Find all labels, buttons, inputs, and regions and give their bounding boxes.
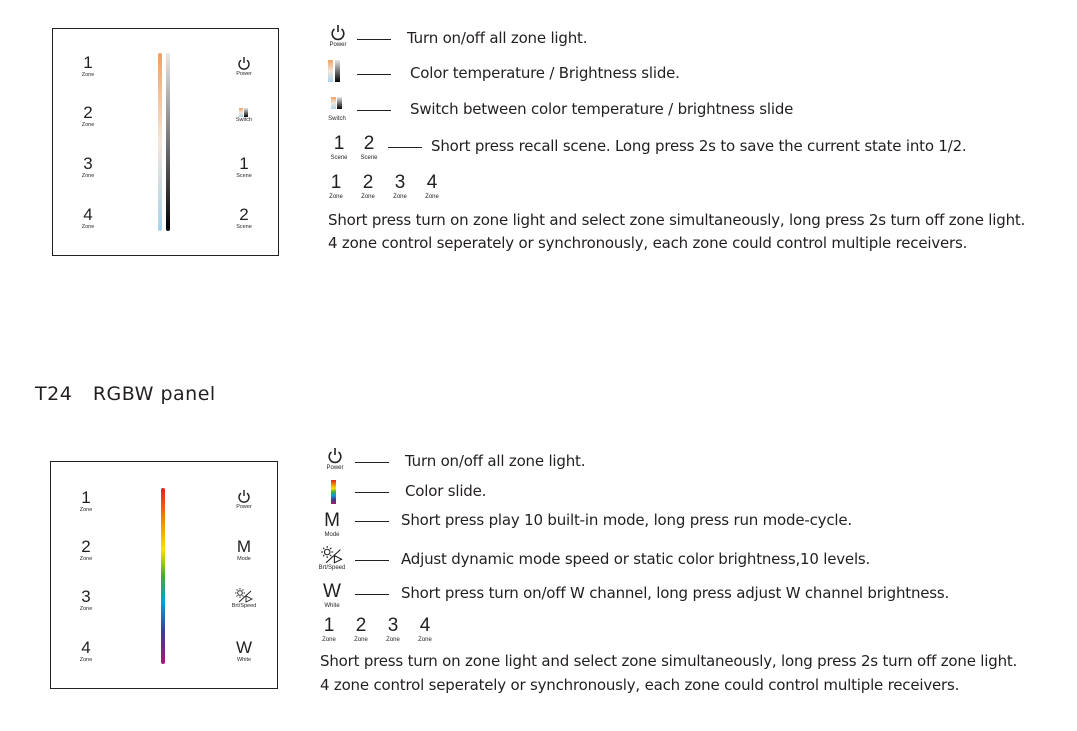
t24-panel-white-button[interactable]: [224, 639, 264, 664]
white-label: White: [236, 657, 252, 663]
switch-icon: [329, 97, 345, 109]
t24-slide-desc: Color slide.: [405, 482, 487, 500]
t2-legend-scene-2: [357, 134, 381, 162]
t24-zone-line-2: 4 zone control seperately or synchronously, each zone could control multiple receivers.: [320, 676, 960, 694]
zone-label: Zone: [418, 637, 432, 643]
t24-panel: [50, 461, 278, 689]
zone-number: 4: [419, 615, 431, 636]
t24-legend-power: [318, 447, 352, 472]
white-label: White: [324, 603, 340, 609]
switch-icon: [238, 108, 250, 117]
zone-label: Zone: [79, 556, 93, 562]
t24-panel-mode-button[interactable]: [224, 538, 264, 563]
t24-legend-zone-2: [349, 616, 373, 644]
brightness-speed-icon: [321, 546, 343, 564]
zone-label: Zone: [79, 606, 93, 612]
scene-label: Scene: [360, 155, 378, 161]
t2-legend-zone-2: [356, 173, 380, 201]
t24-legend-zone-4: [413, 616, 437, 644]
zone-number: 2: [362, 172, 374, 193]
brt-speed-label: Brt/Speed: [318, 565, 346, 571]
switch-label: Switch: [328, 116, 346, 122]
scene-label: Scene: [330, 155, 348, 161]
zone-label: Zone: [361, 194, 375, 200]
power-label: Power: [236, 71, 252, 77]
t2-legend-scene-1: [327, 134, 351, 162]
mode-label: Mode: [237, 556, 251, 562]
zone-label: Zone: [386, 637, 400, 643]
brt-speed-label: Brt/Speed: [231, 603, 257, 609]
t24-panel-brt-speed-button[interactable]: [224, 588, 264, 610]
zone-number: 1: [323, 615, 335, 636]
zone-number: 3: [394, 172, 406, 193]
t2-panel-power-button[interactable]: [224, 56, 264, 78]
t2-legend-zone-4: [420, 173, 444, 201]
zone-number: 4: [426, 172, 438, 193]
t2-switch-desc: Switch between color temperature / brightness slide: [410, 100, 794, 118]
t24-panel-power-button[interactable]: [224, 489, 264, 511]
zone-number: 1: [81, 488, 91, 507]
power-icon: [237, 489, 251, 504]
t2-legend-zone-3: [388, 173, 412, 201]
t2-legend-zone-1: [324, 173, 348, 201]
white-letter: W: [235, 638, 253, 657]
legend-dash: [355, 594, 389, 595]
power-icon: [327, 447, 343, 464]
legend-dash: [355, 521, 389, 522]
zone-label: Zone: [393, 194, 407, 200]
t24-legend-white: [315, 582, 349, 610]
zone-label: Zone: [81, 173, 95, 179]
power-icon: [237, 56, 251, 71]
zone-number: 4: [81, 638, 91, 657]
t2-panel-scene-1-button[interactable]: [224, 155, 264, 180]
slide-icon: [328, 60, 342, 82]
zone-number: 4: [83, 205, 93, 224]
t24-panel-zone-1-button[interactable]: [66, 489, 106, 514]
scene-label: Scene: [236, 173, 252, 179]
zone-number: 2: [81, 537, 91, 556]
legend-dash: [355, 560, 389, 561]
t2-power-desc: Turn on/off all zone light.: [407, 29, 588, 47]
brightness-speed-icon: [235, 588, 253, 603]
t2-ct-brightness-slider[interactable]: [158, 53, 172, 231]
t24-white-desc: Short press turn on/off W channel, long press adjust W channel brightness.: [401, 584, 950, 602]
mode-label: Mode: [324, 532, 340, 538]
t24-panel-zone-4-button[interactable]: [66, 639, 106, 664]
zone-label: Zone: [81, 72, 95, 78]
color-slide-icon: [331, 480, 337, 504]
zone-label: Zone: [329, 194, 343, 200]
zone-number: 1: [330, 172, 342, 193]
legend-dash: [355, 492, 389, 493]
zone-label: Zone: [354, 637, 368, 643]
mode-letter: M: [324, 510, 340, 531]
zone-number: 3: [387, 615, 399, 636]
t24-zone-line-1: Short press turn on zone light and select zone simultaneously, long press 2s turn off zone light.: [320, 652, 1018, 670]
mode-letter: M: [236, 537, 252, 556]
t2-panel-zone-3-button[interactable]: [68, 155, 108, 180]
t2-panel: [52, 28, 279, 256]
legend-dash: [388, 147, 422, 148]
power-icon: [330, 24, 346, 41]
scene-label: Scene: [236, 224, 252, 230]
t2-zone-line-1: Short press turn on zone light and select zone simultaneously, long press 2s turn off zone light.: [328, 211, 1026, 229]
t24-mode-desc: Short press play 10 built-in mode, long press run mode-cycle.: [401, 511, 852, 529]
t2-legend-power: [321, 24, 355, 49]
zone-number: 2: [83, 103, 93, 122]
t24-legend-brt-speed: [315, 546, 349, 572]
zone-number: 3: [81, 587, 91, 606]
scene-number: 2: [363, 133, 375, 154]
zone-label: Zone: [79, 507, 93, 513]
scene-number: 2: [239, 205, 249, 224]
zone-number: 2: [355, 615, 367, 636]
zone-label: Zone: [81, 122, 95, 128]
t24-color-slider[interactable]: [161, 488, 167, 664]
t24-power-desc: Turn on/off all zone light.: [405, 452, 586, 470]
legend-dash: [357, 39, 391, 40]
power-label: Power: [329, 42, 347, 48]
t24-speed-desc: Adjust dynamic mode speed or static color brightness,10 levels.: [401, 550, 871, 568]
t2-panel-zone-4-button[interactable]: [68, 206, 108, 231]
t24-panel-zone-3-button[interactable]: [66, 588, 106, 613]
t2-panel-scene-2-button[interactable]: [224, 206, 264, 231]
t24-legend-zone-3: [381, 616, 405, 644]
t2-scene-desc: Short press recall scene. Long press 2s to save the current state into 1/2.: [431, 137, 967, 155]
white-letter: W: [323, 581, 341, 602]
zone-label: Zone: [81, 224, 95, 230]
zone-label: Zone: [425, 194, 439, 200]
legend-dash: [355, 462, 389, 463]
legend-dash: [357, 74, 391, 75]
t2-panel-switch-button[interactable]: [224, 108, 264, 124]
t24-legend-mode: [315, 511, 349, 539]
section-heading: [35, 383, 216, 405]
t24-legend-zone-1: [317, 616, 341, 644]
legend-dash: [357, 110, 391, 111]
power-label: Power: [326, 465, 344, 471]
model-number: T24: [35, 383, 73, 405]
t24-panel-zone-2-button[interactable]: [66, 538, 106, 563]
power-label: Power: [236, 504, 252, 510]
t2-panel-zone-1-button[interactable]: [68, 54, 108, 79]
panel-name: RGBW panel: [92, 383, 216, 405]
switch-label: Switch: [235, 117, 253, 123]
t2-zone-line-2: 4 zone control seperately or synchronously, each zone could control multiple receivers.: [328, 234, 968, 252]
zone-number: 3: [83, 154, 93, 173]
scene-number: 1: [239, 154, 249, 173]
zone-label: Zone: [79, 657, 93, 663]
t2-legend-switch: [320, 97, 354, 123]
t2-panel-zone-2-button[interactable]: [68, 104, 108, 129]
zone-label: Zone: [322, 637, 336, 643]
t2-slide-desc: Color temperature / Brightness slide.: [410, 64, 680, 82]
scene-number: 1: [333, 133, 345, 154]
zone-number: 1: [83, 53, 93, 72]
